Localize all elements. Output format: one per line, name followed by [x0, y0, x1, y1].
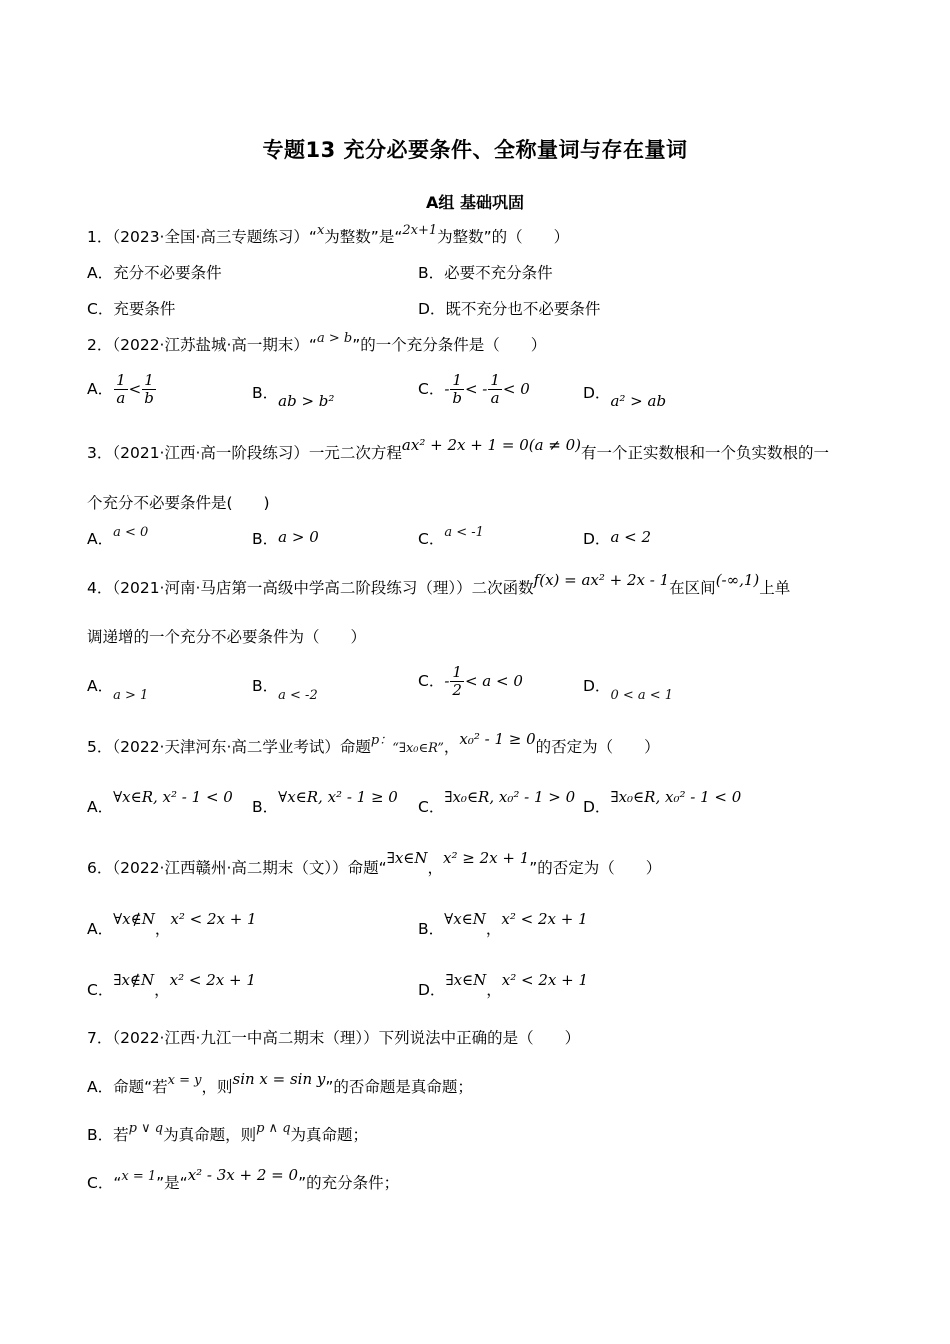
math-inline: a < 2 [610, 528, 652, 546]
math-inline: ∀x∉N [113, 910, 155, 928]
numerator: 1 [144, 371, 154, 389]
text: 6．（2022·江西赣州·高二期末（文））命题“ [87, 859, 387, 877]
text: 5．（2022·天津河东·高二学业考试）命题 [87, 738, 371, 756]
q7-option-a [87, 1070, 473, 1100]
numerator: 1 [452, 663, 462, 681]
fraction [114, 372, 128, 407]
q5-option-d [583, 788, 742, 818]
math-inline: ∀x∈R, x² - 1 < 0 [113, 788, 233, 806]
q6-option-a [87, 910, 257, 940]
section-heading: A组 基础巩固 [426, 193, 524, 212]
math-inline: ∃x₀∈R, x₀² - 1 > 0 [444, 788, 576, 806]
math-inline: x = 1 [121, 1169, 157, 1184]
fraction [450, 372, 464, 407]
q3-option-d [583, 528, 651, 550]
q2-option-b [252, 382, 335, 410]
text: B．若 [87, 1126, 129, 1144]
text: ”的充分条件； [298, 1174, 400, 1192]
option-label: D． [583, 677, 611, 695]
text: ，则 [201, 1078, 233, 1096]
math-inline: x = y [167, 1073, 202, 1088]
question-3-stem-continued: 个充分不必要条件是( ) [87, 494, 270, 512]
q1-option-a: A．充分不必要条件 [87, 264, 222, 282]
text: ”的否命题是真命题； [325, 1078, 473, 1096]
q7-option-c [87, 1166, 400, 1196]
option-label: C． [87, 981, 114, 999]
text: ”的一个充分条件是（ ） [352, 336, 547, 354]
text: ， [486, 981, 502, 999]
question-7-stem: 7．（2022·江西·九江一中高二期末（理））下列说法中正确的是（ ） [87, 1029, 581, 1047]
text: 4．（2021·河南·马店第一高级中学高二阶段练习（理））二次函数 [87, 579, 534, 597]
text: 为真命题； [290, 1126, 369, 1144]
math-inline: ∃x₀∈R, x₀² - 1 < 0 [610, 788, 742, 806]
math-op: < - [464, 380, 488, 398]
option-label: C． [418, 530, 445, 548]
q3-option-c [418, 525, 484, 552]
text: ， [427, 859, 444, 877]
math-inline: a < 0 [113, 525, 149, 540]
option-label: C． [418, 672, 445, 690]
fraction [142, 372, 156, 407]
math-inline: x² - 3x + 2 = 0 [187, 1166, 299, 1184]
text: 为整数”的（ ） [437, 228, 570, 246]
q1-option-c: C．充要条件 [87, 300, 176, 318]
q5-option-c [418, 788, 576, 818]
math-inline: a² > ab [610, 392, 667, 410]
option-label: A． [87, 920, 114, 938]
option-label: A． [87, 798, 114, 816]
text: 1．（2023·全国·高三专题练习）“ [87, 228, 317, 246]
math-inline: x [316, 223, 325, 238]
math-inline: p ∧ q [256, 1121, 291, 1136]
math-inline: x² < 2x + 1 [501, 910, 588, 928]
math-inline: x₀² - 1 ≥ 0 [459, 730, 536, 748]
question-4-stem-continued: 调递增的一个充分不必要条件为（ ） [87, 628, 367, 646]
q3-option-b [252, 528, 319, 550]
math-inline: p ∨ q [128, 1121, 164, 1136]
option-label: B． [252, 798, 279, 816]
denominator: b [452, 389, 462, 407]
math-inline: a > b [316, 331, 353, 346]
math-inline: x² < 2x + 1 [501, 971, 589, 989]
text: C．“ [87, 1174, 122, 1192]
fraction [450, 664, 464, 699]
numerator: 1 [490, 371, 500, 389]
math-inline: ∀x∈R, x² - 1 ≥ 0 [278, 788, 398, 806]
fraction [488, 372, 502, 407]
option-label: B． [252, 530, 279, 548]
math-inline: 2x+1 [402, 223, 438, 238]
numerator: 1 [116, 371, 126, 389]
math-inline: (-∞,1) [715, 571, 760, 589]
text: 为真命题，则 [163, 1126, 257, 1144]
q1-option-b: B．必要不充分条件 [418, 264, 553, 282]
option-label: A． [87, 530, 114, 548]
math-inline: f(x) = ax² + 2x - 1 [533, 571, 670, 589]
text: 3．（2021·江西·高一阶段练习）一元二次方程 [87, 444, 402, 462]
text: 有一个正实数根和一个负实数根的一 [581, 444, 830, 462]
math-inline: ∀x∈N [444, 910, 486, 928]
text: ”是“ [156, 1174, 188, 1192]
text: ， [443, 738, 460, 756]
text: 的否定为（ ） [535, 738, 660, 756]
question-3-stem [87, 436, 830, 464]
denominator: a [116, 389, 126, 407]
text: ， [154, 981, 170, 999]
math-inline: ab > b² [278, 392, 335, 410]
math-op: - [444, 380, 450, 398]
math-inline: “∃x₀∈R” [392, 741, 444, 756]
math-inline: ∃x∈N [386, 849, 428, 867]
question-2-stem [87, 331, 547, 358]
q6-option-c [87, 971, 256, 1001]
text: ”的否定为（ ） [529, 859, 662, 877]
question-5-stem [87, 730, 660, 760]
math-op: < a < 0 [464, 672, 523, 690]
option-label: C． [418, 798, 445, 816]
q4-option-c [418, 664, 523, 699]
math-op: - [444, 672, 450, 690]
text: ， [154, 920, 171, 938]
math-inline: a < -1 [444, 525, 484, 540]
option-label: A． [87, 677, 114, 695]
q2-option-c [418, 372, 530, 407]
option-label: B． [252, 677, 279, 695]
math-inline: sin x = sin y [232, 1070, 326, 1088]
option-label: B． [418, 920, 445, 938]
text: 上单 [759, 579, 791, 597]
text: ， [485, 920, 502, 938]
q2-option-d [583, 382, 667, 410]
math-inline: 0 < a < 1 [610, 688, 674, 703]
text: 2．（2022·江苏盐城·高一期末）“ [87, 336, 317, 354]
q1-option-d: D．既不充分也不必要条件 [418, 300, 601, 318]
question-1-stem [87, 223, 570, 250]
math-op: < [128, 380, 142, 398]
q6-option-d [418, 971, 589, 1001]
math-inline: p： [370, 733, 393, 748]
math-inline: x² ≥ 2x + 1 [443, 849, 530, 867]
math-inline: x² < 2x + 1 [170, 910, 257, 928]
math-inline: a > 0 [278, 528, 319, 546]
denominator: 2 [452, 681, 462, 699]
text: 在区间 [669, 579, 716, 597]
option-label: D． [418, 981, 446, 999]
q5-option-b [252, 788, 398, 818]
q4-option-d [583, 675, 674, 703]
q6-option-b [418, 910, 588, 940]
q2-option-a [87, 372, 157, 407]
denominator: b [144, 389, 154, 407]
page-title: 专题13 充分必要条件、全称量词与存在量词 [262, 138, 688, 162]
math-inline: ∃x∈N [445, 971, 487, 989]
q5-option-a [87, 788, 233, 818]
math-inline: a < -2 [278, 688, 318, 703]
denominator: a [490, 389, 500, 407]
numerator: 1 [452, 371, 462, 389]
math-inline: a > 1 [113, 688, 149, 703]
text: A．命题“若 [87, 1078, 168, 1096]
q4-option-a [87, 675, 149, 703]
math-inline: ∃x∉N [113, 971, 155, 989]
option-label: D． [583, 530, 611, 548]
option-label: B． [252, 384, 279, 402]
option-label: C． [418, 380, 445, 398]
option-label: A． [87, 380, 114, 398]
option-label: D． [583, 384, 611, 402]
text: 为整数”是“ [324, 228, 403, 246]
math-inline: x² < 2x + 1 [169, 971, 256, 989]
question-4-stem [87, 571, 791, 599]
q7-option-b [87, 1121, 369, 1148]
math-op: < 0 [502, 380, 530, 398]
option-label: D． [583, 798, 611, 816]
math-inline: ax² + 2x + 1 = 0(a ≠ 0) [401, 436, 582, 454]
question-6-stem [87, 849, 662, 879]
q3-option-a [87, 525, 149, 552]
q4-option-b [252, 675, 318, 703]
